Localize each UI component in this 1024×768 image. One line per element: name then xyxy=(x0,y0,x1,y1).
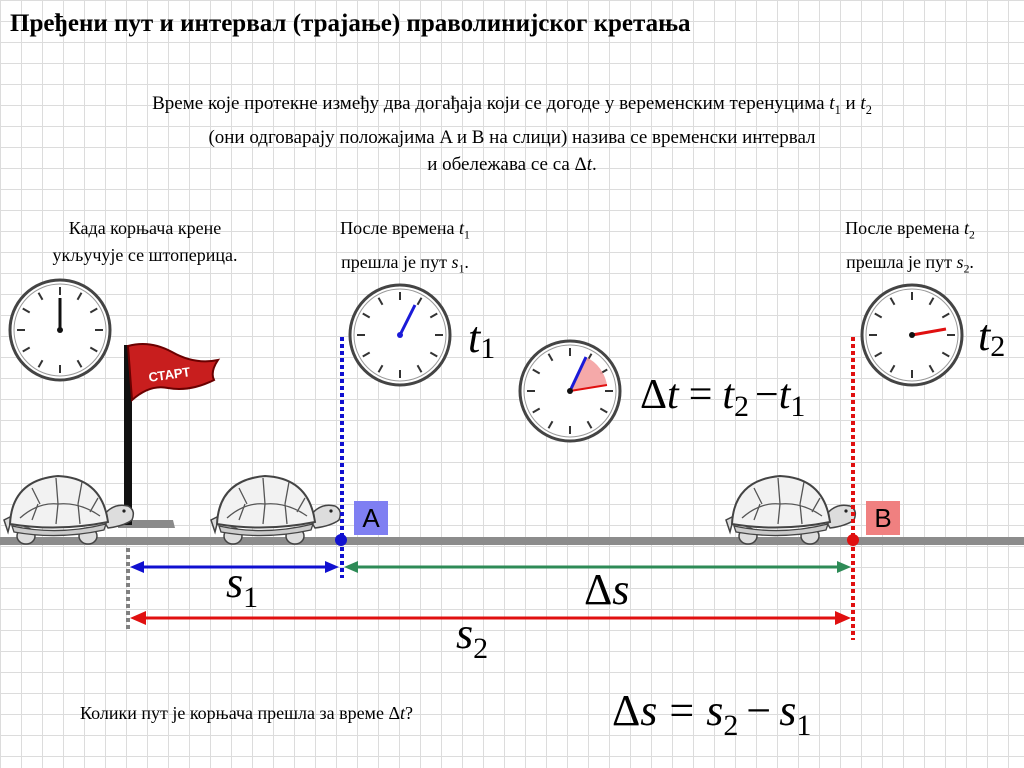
symbol-s1: $s_1$ xyxy=(226,558,259,614)
stopwatch-icon xyxy=(862,285,962,385)
tortoise-icon xyxy=(211,476,340,544)
symbol-s2: $s_2$ xyxy=(456,609,489,665)
point-a-label: A xyxy=(354,501,388,535)
delta-s-formula: $\Delta s = s_2 - s_1$ xyxy=(612,686,812,742)
caption-t2: После времена $t_2$ прешла је пут $s_2$. xyxy=(845,218,975,276)
delta-t-formula: Δt = t2 −t1 xyxy=(640,372,806,423)
question-text: Колики пут је корњача прешла за време Δt? xyxy=(80,703,414,723)
symbol-t2: t2 xyxy=(978,311,1006,363)
point-b-label: B xyxy=(866,501,900,535)
tortoise-icon xyxy=(4,476,133,544)
stopwatch-icon xyxy=(520,341,620,441)
symbol-delta-s: Δs xyxy=(584,565,630,614)
caption-start: Када корњача крене укључује се штоперица. xyxy=(52,218,238,265)
stopwatch-icon xyxy=(10,280,110,380)
tortoise-icon xyxy=(726,476,855,544)
symbol-t1: t1 xyxy=(468,313,496,365)
stopwatch-icon xyxy=(350,285,450,385)
point-a-dot xyxy=(335,534,347,546)
intro-line-1: Време које протекне између два догађаја који се догоде у веременским теренуцима $t_1$ и $t_2$ xyxy=(152,93,872,117)
intro-line-3: и обележава се са Δt. xyxy=(427,153,597,175)
flag-label: СТАРТ xyxy=(147,364,192,385)
road xyxy=(0,537,1024,545)
point-b-dot xyxy=(847,534,859,546)
page-title: Пређени пут и интервал (трајање) праволинијског кретања xyxy=(10,10,691,37)
caption-t1: После времена $t_1$ прешла је пут $s_1$. xyxy=(340,218,470,276)
flag-icon xyxy=(118,344,218,528)
s2-arrow xyxy=(130,611,851,625)
intro-line-2: (они одговарају положајима A и B на слици) назива се временски интервал xyxy=(208,126,816,148)
